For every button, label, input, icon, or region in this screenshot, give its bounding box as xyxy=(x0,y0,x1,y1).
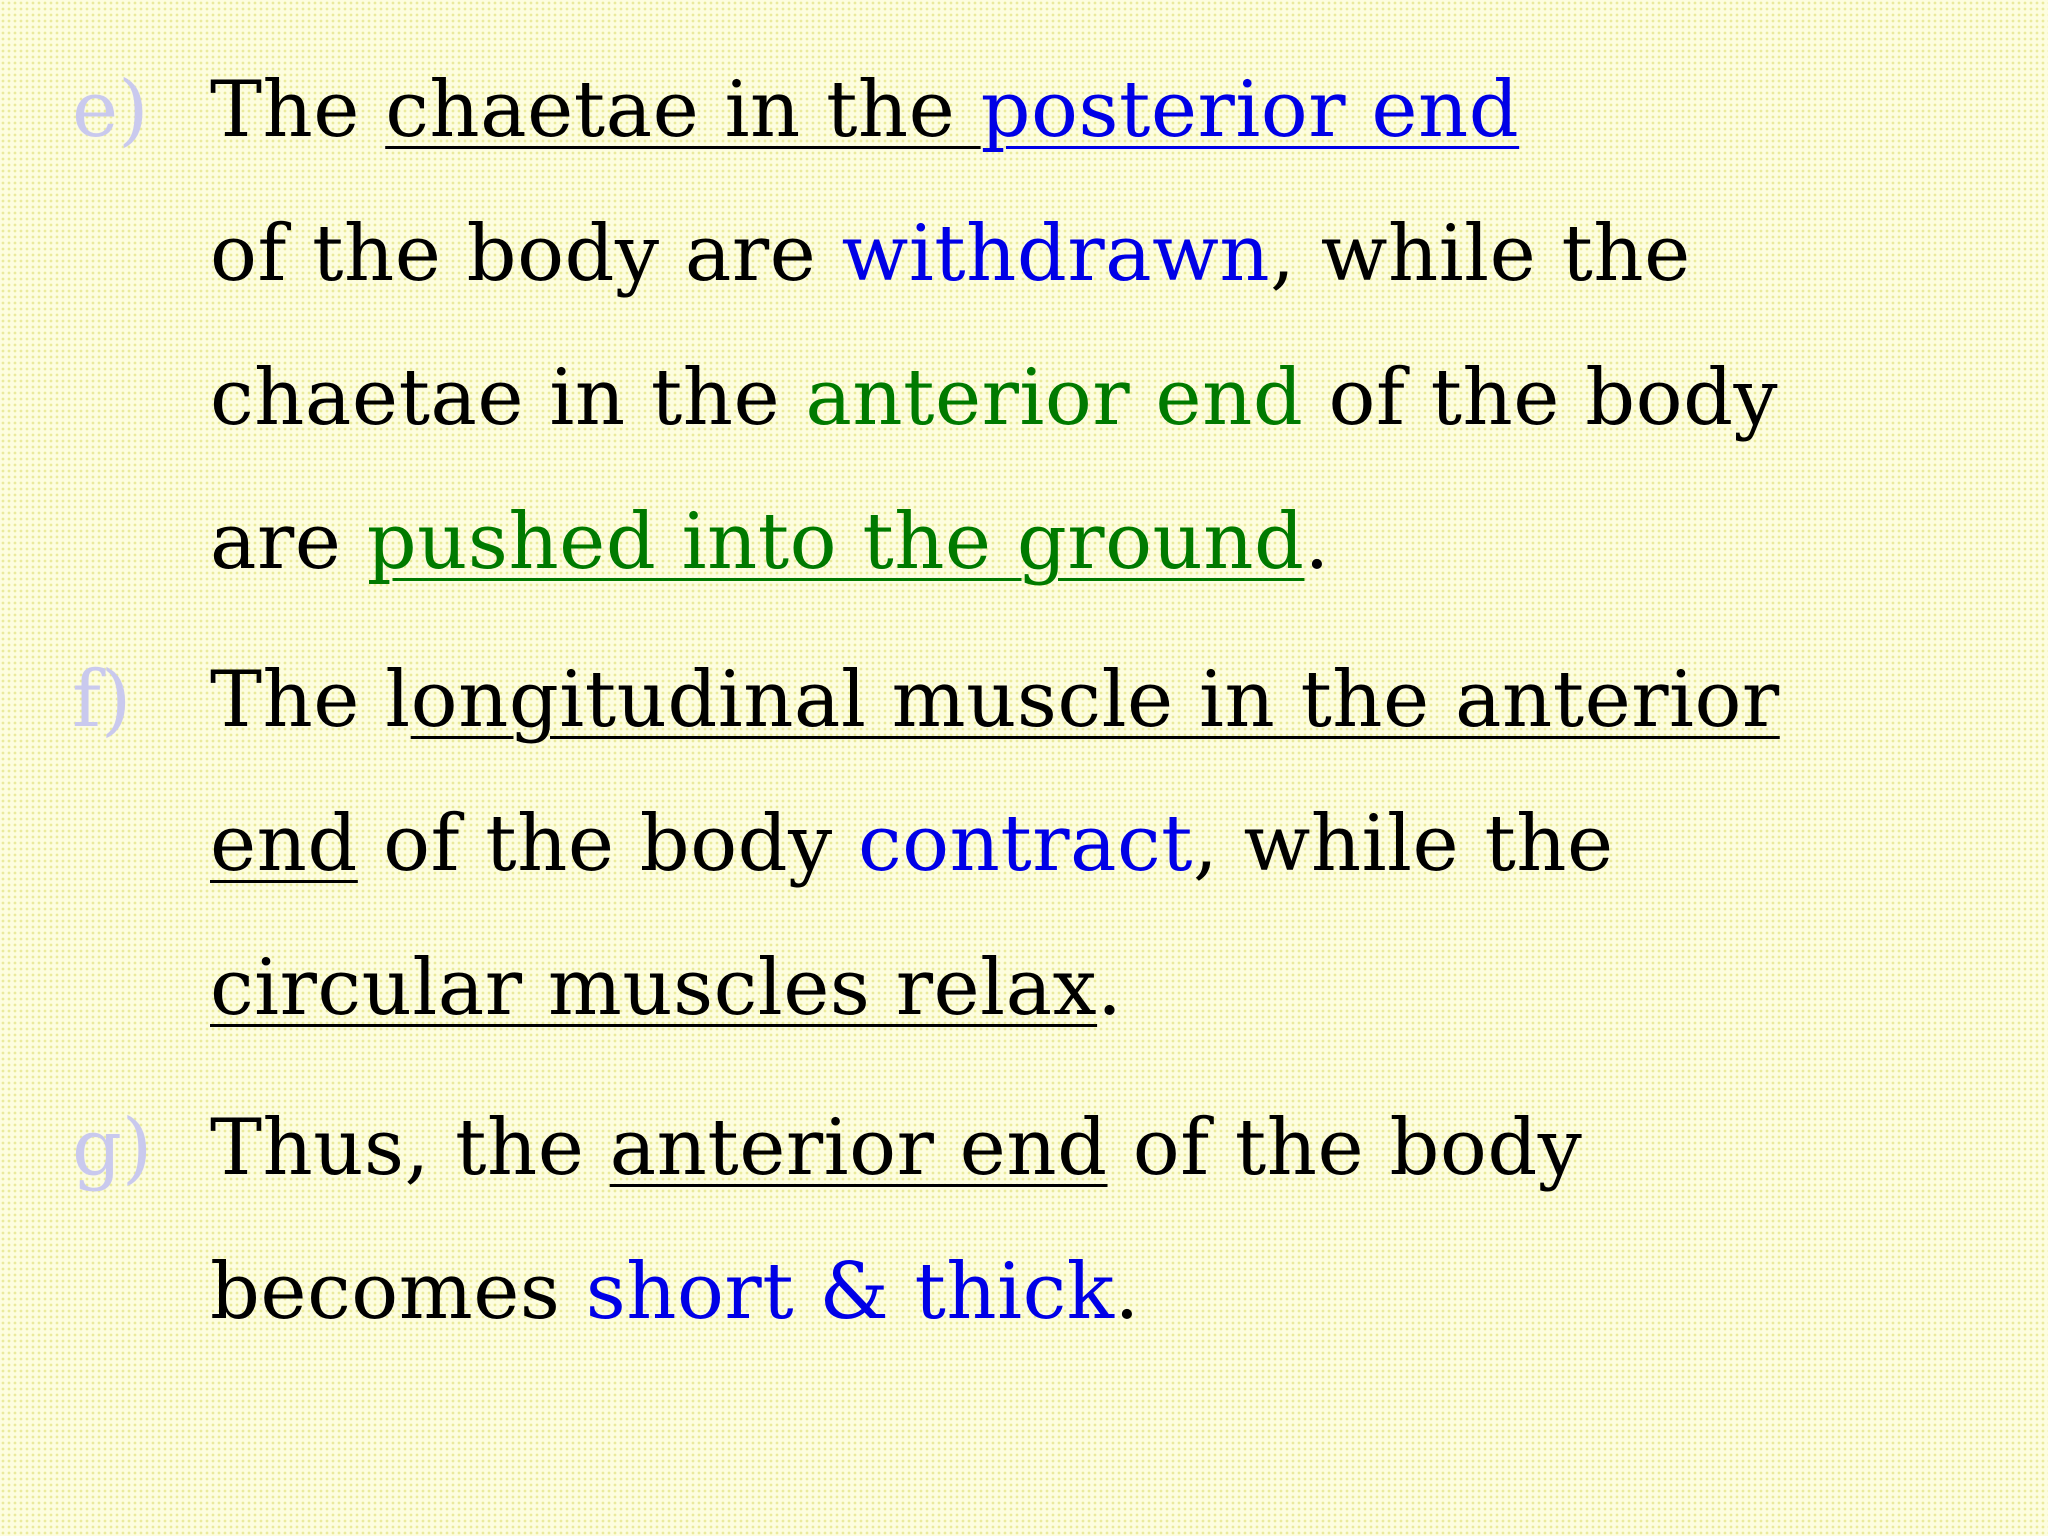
text-segment: circular muscles relax xyxy=(210,943,1098,1033)
text-segment: , while the chaetae in the xyxy=(210,209,1691,443)
text-segment: The xyxy=(210,65,386,155)
text-segment: The l xyxy=(210,655,411,745)
text-segment: . xyxy=(1304,497,1330,587)
text-segment: short & thick xyxy=(585,1247,1115,1337)
text-segment: contract xyxy=(857,799,1194,889)
text-segment: ongitudinal muscle in the anterior end xyxy=(210,655,1780,889)
list-marker: g) xyxy=(72,1103,153,1193)
text-segment: posterior end xyxy=(980,65,1520,155)
text-segment: chaetae in the xyxy=(385,65,981,155)
text-segment: anterior end xyxy=(609,1103,1108,1193)
list-marker: e) xyxy=(72,65,149,155)
list-item-text xyxy=(210,1076,1930,1364)
list-marker: f) xyxy=(72,655,132,745)
text-segment: of the body are xyxy=(210,353,1779,587)
text-segment: anterior end xyxy=(805,353,1304,443)
text-segment: Thus, the xyxy=(210,1103,610,1193)
text-segment: , while the xyxy=(1193,799,1614,889)
text-segment: . xyxy=(1114,1247,1140,1337)
list-item-text xyxy=(210,628,1930,1060)
text-segment: withdrawn xyxy=(841,209,1271,299)
list-item-text xyxy=(210,38,1930,614)
text-segment: of the body xyxy=(357,799,858,889)
text-segment: of the body are xyxy=(210,209,842,299)
text-segment: . xyxy=(1097,943,1123,1033)
text-segment: pushed into the ground xyxy=(366,497,1305,587)
text-segment: of the body becomes xyxy=(210,1103,1583,1337)
